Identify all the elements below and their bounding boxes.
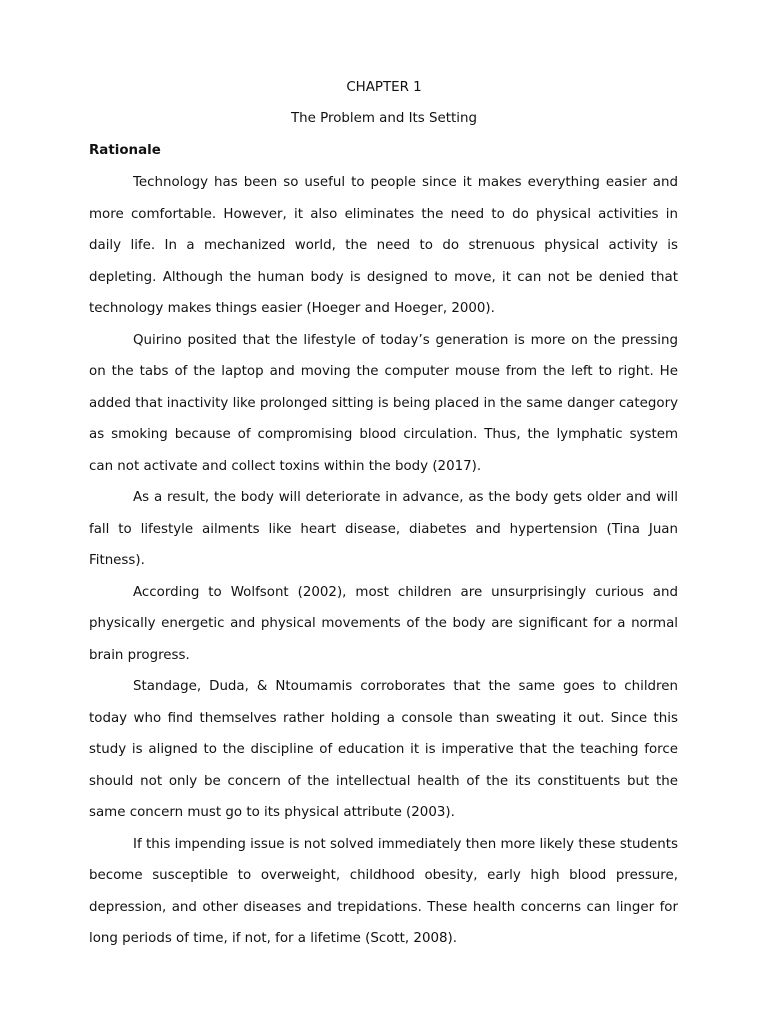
- chapter-label: CHAPTER 1: [346, 80, 422, 95]
- paragraph: If this impending issue is not solved immediately then more likely these students become susceptible to overweight, childhood obesity, early high blood pressure, depression, and other diseases and trepidations. These health concerns can linger for long periods of time, if not, for a lifetime (Scott, 2008).: [89, 836, 678, 946]
- paragraph: According to Wolfsont (2002), most children are unsurprisingly curious and physically energetic and physical movements of the body are significant for a normal brain progress.: [89, 584, 678, 663]
- paragraph: As a result, the body will deteriorate in advance, as the body gets older and will fall to lifestyle ailments like heart disease, diabetes and hypertension (Tina Juan Fitness).: [89, 490, 678, 568]
- section-heading: Rationale: [89, 143, 161, 158]
- paragraph: Quirino posited that the lifestyle of today’s generation is more on the pressing on the tabs of the laptop and moving the computer mouse from the left to right. He added that inactivity like prolonged sitting is being placed in the same danger category as smoking because of compromising blood circulation. Thus, the lymphatic system can not activate and collect toxins within the body (2017).: [89, 332, 678, 474]
- body-text: [89, 167, 678, 955]
- chapter-title: The Problem and Its Setting: [291, 111, 477, 126]
- paragraph: Technology has been so useful to people since it makes everything easier and more comfortable. However, it also eliminates the need to do physical activities in daily life. In a mechanized world, the need to do strenuous physical activity is depleting. Although the human body is designed to move, it can not be denied that technology makes things easier (Hoeger and Hoeger, 2000).: [89, 175, 678, 316]
- paragraph: Standage, Duda, & Ntoumamis corroborates that the same goes to children today who find themselves rather holding a console than sweating it out. Since this study is aligned to the discipline of education it is imperative that the teaching force should not only be concern of the intellectual health of the its constituents but the same concern must go to its physical attribute (2003).: [89, 679, 678, 820]
